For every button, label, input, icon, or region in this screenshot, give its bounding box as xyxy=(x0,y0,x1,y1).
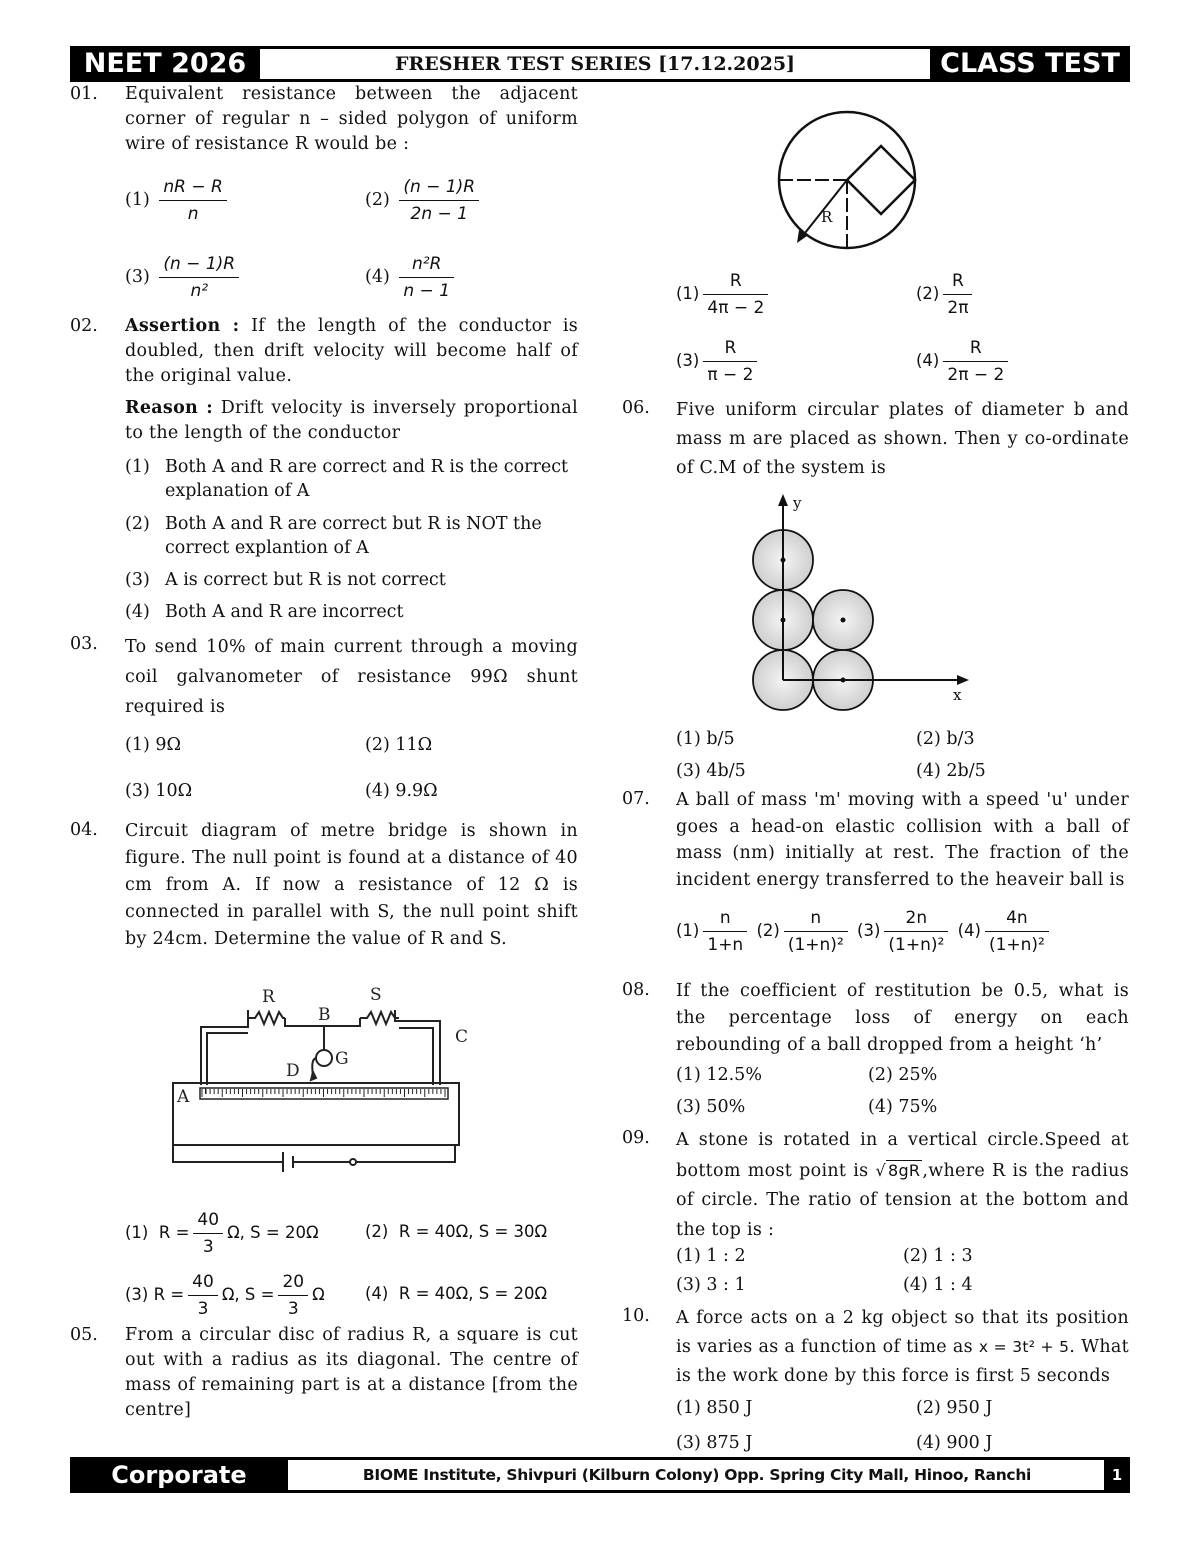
label-G: G xyxy=(335,1049,349,1069)
q8-text: If the coefficient of restitution be 0.5, what is the percentage loss of energy on each rebounding of a ball dropped from a height ‘h’ xyxy=(676,981,1129,1055)
q1-number: 01. xyxy=(70,84,98,104)
q1-option-2: (2) $\frac{(n - 1)R}{2n - 1}$ xyxy=(365,175,483,226)
metre-bridge-diagram xyxy=(165,980,469,1170)
q2-option-2: (2) Both A and R are correct but R is NOT the correct explantion of A xyxy=(125,514,542,558)
q7-option-2: $\frac{n}{\text{(1+n)²}}$ xyxy=(784,906,848,957)
q6-option-1: (1) b/5 xyxy=(676,729,735,749)
label-A: A xyxy=(177,1087,190,1107)
q7-number: 07. xyxy=(622,789,650,809)
q2-assertion-label: Assertion : xyxy=(125,316,240,336)
q2-number: 02. xyxy=(70,316,98,336)
x-arrowhead xyxy=(957,675,969,685)
fig-label-R: R xyxy=(821,208,833,226)
header-series-title: FRESHER TEST SERIES [17.12.2025] xyxy=(394,53,796,75)
q8-number: 08. xyxy=(622,980,650,1000)
q7-option-4-label: (4) xyxy=(957,921,981,940)
q7-options xyxy=(676,906,1053,957)
q5-option-1: (1) $\frac{R}{4\pi - 2}$ xyxy=(676,269,772,320)
q10-option-1: (1) 850 J xyxy=(676,1398,753,1418)
q8-option-3: (3) 50% xyxy=(676,1097,746,1117)
label-R: R xyxy=(262,987,275,1007)
label-D: D xyxy=(286,1061,300,1081)
q4-number: 04. xyxy=(70,820,98,840)
q1-option-1: (1) $\frac{nR - R}{n}$ xyxy=(125,175,231,226)
q6-option-4: (4) 2b/5 xyxy=(916,761,986,781)
q3-option-4: (4) 9.9Ω xyxy=(365,781,438,801)
q5-option-3: (3) $\frac{R}{\pi - 2}$ xyxy=(676,336,761,387)
footer-page-badge xyxy=(1104,1457,1130,1493)
header-left-badge xyxy=(70,46,260,82)
header-exam-title: NEET 2026 xyxy=(83,48,247,79)
circular-plates-figure xyxy=(745,490,975,710)
q10-number: 10. xyxy=(622,1306,650,1326)
q6-option-2: (2) b/3 xyxy=(916,729,975,749)
q3-text: To send 10% of main current through a moving coil galvanometer of resistance 99Ω shunt required is xyxy=(125,637,578,717)
q2-option-1: (1) Both A and R are correct and R is the correct explanation of A xyxy=(125,457,569,501)
q6-text: Five uniform circular plates of diameter b and mass m are placed as shown. Then y co-ordinate of C.M of the system is xyxy=(676,400,1129,478)
q8-option-4: (4) 75% xyxy=(868,1097,938,1117)
q10-option-2: (2) 950 J xyxy=(916,1398,993,1418)
q2-reason-label: Reason : xyxy=(125,398,214,418)
q6-option-3: (3) 4b/5 xyxy=(676,761,746,781)
q9-text: A stone is rotated in a vertical circle.Speed at bottom most point is √ 8gR ,where R is the radius of circle. The ratio of tension at the bottom and the top is : xyxy=(676,1130,1129,1240)
resistor-R xyxy=(248,1012,285,1024)
q7-option-1-label: (1) xyxy=(676,921,700,940)
q9-option-4: (4) 1 : 4 xyxy=(903,1275,973,1295)
position-equation: x = 3t² + 5 xyxy=(978,1338,1070,1356)
q9-number: 09. xyxy=(622,1128,650,1148)
q7-option-4: $\frac{4n}{\text{(1+n)²}}$ xyxy=(985,906,1049,957)
q8-option-1: (1) 12.5% xyxy=(676,1065,762,1085)
q10-option-4: (4) 900 J xyxy=(916,1433,993,1453)
q4-option-1: (1) R = $\frac{40}{3}$ Ω, S = 20Ω xyxy=(125,1210,319,1257)
header-right-badge xyxy=(930,46,1130,82)
q7-option-3-label: (3) xyxy=(857,921,881,940)
q5-number: 05. xyxy=(70,1325,98,1345)
q1-option-3: (3) $\frac{(n - 1)R}{\text{n²}}$ xyxy=(125,252,243,303)
q4-option-4: (4) R = 40Ω, S = 20Ω xyxy=(365,1284,548,1303)
galvanometer xyxy=(316,1050,332,1066)
q9-option-3: (3) 3 : 1 xyxy=(676,1275,746,1295)
resistor-S xyxy=(360,1012,399,1024)
axis-y-label: y xyxy=(793,494,802,512)
q3-option-1: (1) 9Ω xyxy=(125,735,181,755)
q10-option-3: (3) 875 J xyxy=(676,1433,753,1453)
q2-option-4: (4) Both A and R are incorrect xyxy=(125,602,404,622)
q2-reason: Reason : Drift velocity is inversely proportional to the length of the conductor xyxy=(125,398,579,443)
header-test-type: CLASS TEST xyxy=(940,48,1120,79)
q7-text: A ball of mass 'm' moving with a speed 'u' under goes a head-on elastic collision with a ball of mass (nm) initially at rest. The fraction of the incident energy transferred to the heaveir ball is xyxy=(676,790,1129,890)
q5-option-4: (4) $\frac{R}{2\pi - 2}$ xyxy=(916,336,1012,387)
axis-x-label: x xyxy=(953,686,962,704)
battery xyxy=(173,1145,455,1172)
right-strip xyxy=(395,1010,440,1085)
disc-with-square-cut-figure xyxy=(775,108,920,253)
footer-office-badge xyxy=(70,1457,288,1525)
page-number: 1 xyxy=(1111,1466,1123,1484)
q7-option-3: $\frac{2n}{\text{(1+n)²}}$ xyxy=(884,906,948,957)
jockey-arrow xyxy=(311,1072,316,1080)
key xyxy=(350,1159,356,1165)
footer-office-label: Corporate Office xyxy=(111,1461,247,1525)
y-arrowhead xyxy=(778,494,788,506)
q3-option-2: (2) 11Ω xyxy=(365,735,433,755)
sqrt-expression: √ 8gR xyxy=(875,1160,921,1180)
q7-option-1: $\frac{n}{1+n}$ xyxy=(703,906,747,957)
q10-text: A force acts on a 2 kg object so that its position is varies as a function of time as x = 3t² + 5. What is the work done by this force is first 5 seconds xyxy=(676,1308,1129,1386)
q7-option-2-label: (2) xyxy=(756,921,780,940)
label-S: S xyxy=(370,985,382,1005)
label-B: B xyxy=(318,1005,331,1025)
q5-option-2: (2) $\frac{R}{2\pi}$ xyxy=(916,269,976,320)
q3-option-3: (3) 10Ω xyxy=(125,781,193,801)
q4-text: Circuit diagram of metre bridge is shown in figure. The null point is found at a distance of 40 cm from A. If now a resistance of 12 Ω is connected in parallel with S, the null point shift by 24cm. Determine the value of R and S. xyxy=(125,821,578,949)
q2-option-3: (3) A is correct but R is not correct xyxy=(125,570,446,590)
label-C: C xyxy=(455,1027,469,1047)
q9-option-2: (2) 1 : 3 xyxy=(903,1246,973,1266)
q1-option-4: (4) $\frac{\text{n²R}}{n - 1}$ xyxy=(365,252,458,303)
q9-option-1: (1) 1 : 2 xyxy=(676,1246,746,1266)
q5-text: From a circular disc of radius R, a square is cut out with a radius as its diagonal. The centre of mass of remaining part is at a distance [from the centre] xyxy=(125,1325,578,1420)
left-strip xyxy=(201,1010,248,1085)
q2-assertion: Assertion : If the length of the conductor is doubled, then drift velocity will become half of the original value. xyxy=(125,316,578,386)
q4-option-2: (2) R = 40Ω, S = 30Ω xyxy=(365,1222,548,1241)
q3-number: 03. xyxy=(70,634,98,654)
q6-number: 06. xyxy=(622,398,650,418)
footer-address: BIOME Institute, Shivpuri (Kilburn Colony) Opp. Spring City Mall, Hinoo, Ranchi xyxy=(362,1466,1032,1484)
q8-option-2: (2) 25% xyxy=(868,1065,938,1085)
q4-option-3: (3) R = $\frac{40}{3}$ Ω, S = $\frac{20}{3}$ Ω xyxy=(125,1272,325,1319)
q1-text: Equivalent resistance between the adjacent corner of regular n – sided polygon of uniform wire of resistance R would be : xyxy=(125,84,578,154)
